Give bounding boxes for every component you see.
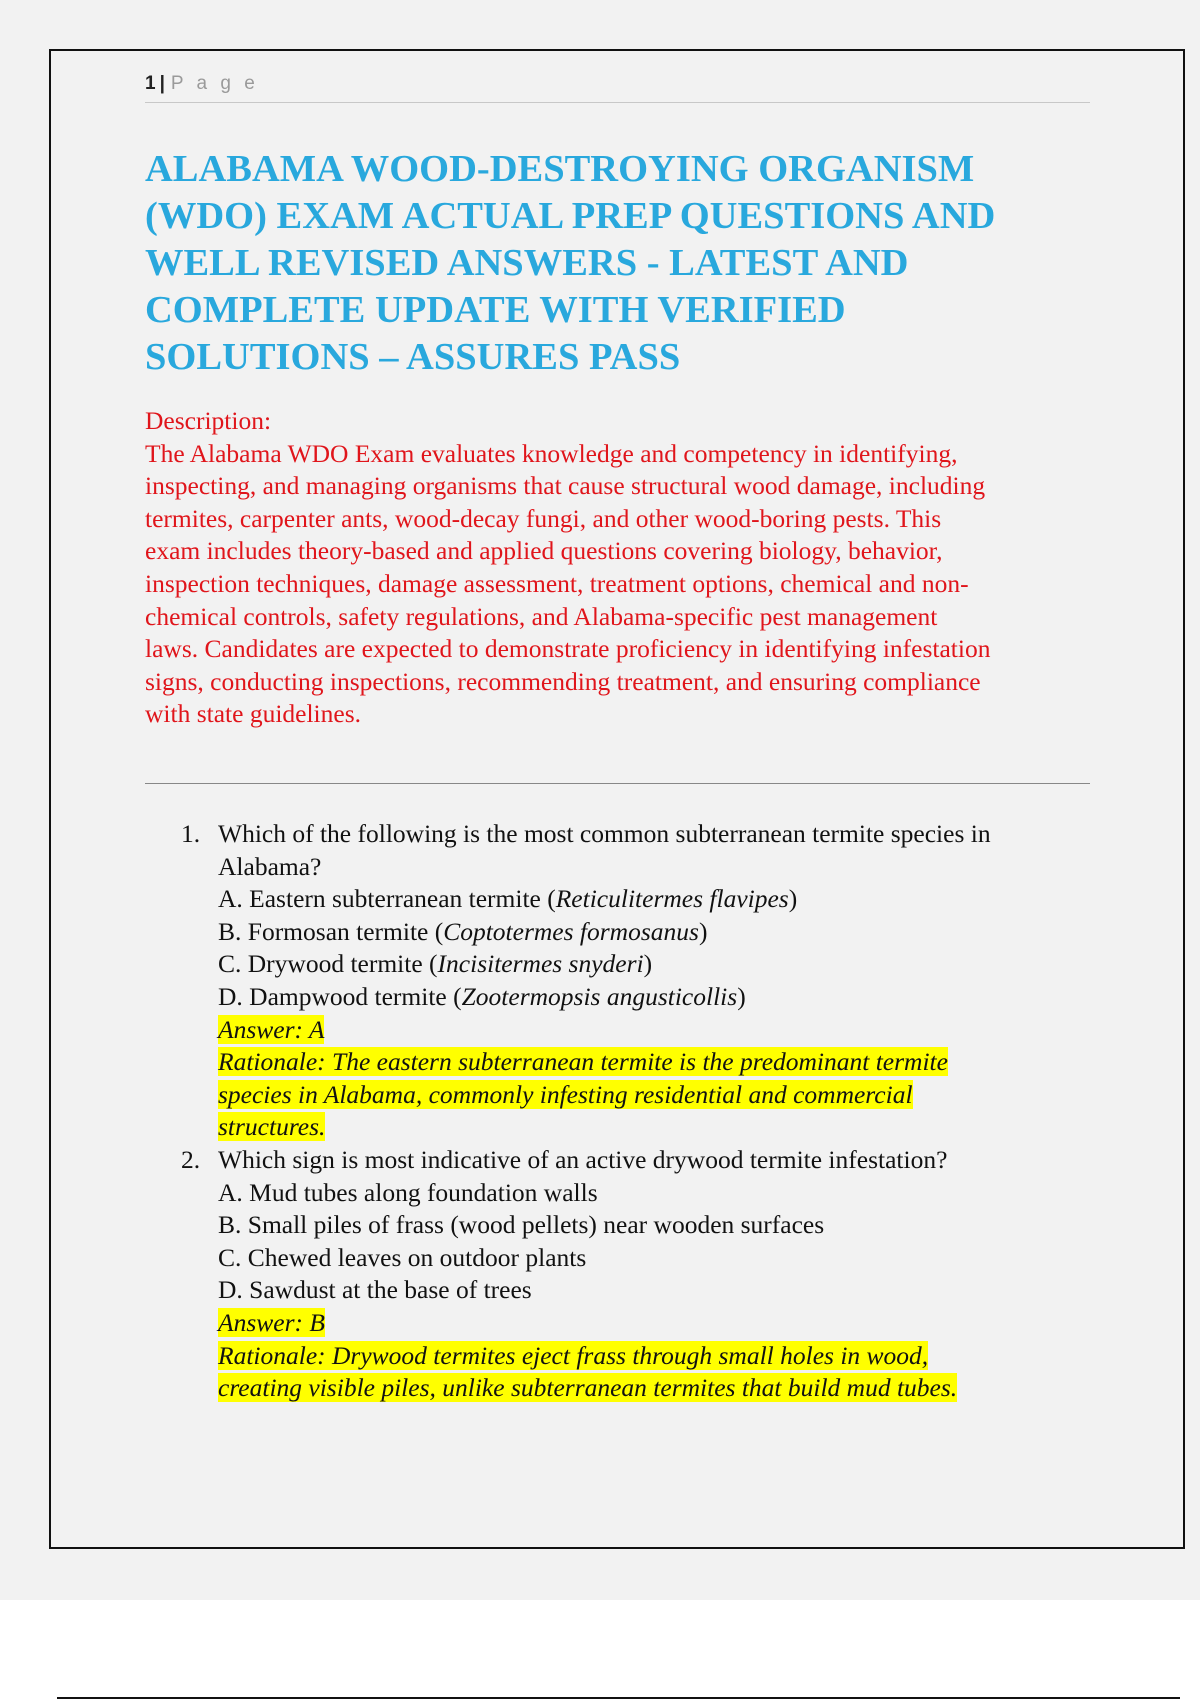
rationale-text: creating visible piles, unlike subterranean termites that build mud tubes. xyxy=(218,1373,958,1403)
option-c xyxy=(218,948,1095,981)
question-item xyxy=(145,1144,1095,1405)
species-name: Incisitermes snyderi xyxy=(437,949,644,979)
question-item xyxy=(145,818,1095,1144)
title-line: ALABAMA WOOD-DESTROYING ORGANISM xyxy=(145,148,975,190)
question-text: Alabama? xyxy=(218,851,322,881)
rationale-line xyxy=(218,1340,1095,1373)
answer-text: Answer: B xyxy=(218,1307,325,1337)
rationale-line xyxy=(218,1046,1095,1079)
option-text: A. Eastern subterranean termite ( xyxy=(218,884,556,914)
rationale-line xyxy=(218,1079,1095,1112)
description-line: inspecting, and managing organisms that cause structural wood damage, including xyxy=(145,471,986,501)
species-name: Coptotermes formosanus xyxy=(443,916,699,946)
question-text: Which sign is most indicative of an active drywood termite infestation? xyxy=(218,1144,948,1174)
rationale-line xyxy=(218,1111,1095,1144)
document-title xyxy=(145,146,1105,381)
option-suffix: ) xyxy=(788,884,798,914)
description-line: termites, carpenter ants, wood-decay fungi, and other wood-boring pests. This xyxy=(145,503,942,533)
option-suffix: ) xyxy=(698,916,708,946)
option-suffix: ) xyxy=(737,981,746,1011)
title-line: COMPLETE UPDATE WITH VERIFIED xyxy=(145,289,846,331)
option-suffix: ) xyxy=(643,949,653,979)
option-b: B. Small piles of frass (wood pellets) near wooden surfaces xyxy=(218,1210,825,1240)
answer-text: Answer: A xyxy=(218,1014,325,1044)
rationale-text: Rationale: The eastern subterranean termite is the predominant termite xyxy=(218,1047,948,1077)
option-c: C. Chewed leaves on outdoor plants xyxy=(218,1242,587,1272)
question-text: Which of the following is the most common subterranean termite species in xyxy=(218,819,991,848)
title-line: (WDO) EXAM ACTUAL PREP QUESTIONS AND xyxy=(145,195,996,237)
question-list xyxy=(145,818,1095,1405)
description-label: Description: xyxy=(145,406,272,435)
question-number: 2. xyxy=(181,1144,201,1174)
description-line: inspection techniques, damage assessment, treatment options, chemical and non- xyxy=(145,568,969,598)
description-line: signs, conducting inspections, recommending treatment, and ensuring compliance xyxy=(145,666,981,696)
page-number: 1 xyxy=(145,73,156,94)
option-b xyxy=(218,916,1095,949)
description-line: chemical controls, safety regulations, and Alabama-specific pest management xyxy=(145,601,938,631)
answer-line xyxy=(218,1307,1095,1340)
description-line: laws. Candidates are expected to demonstrate proficiency in identifying infestation xyxy=(145,634,991,664)
option-text: C. Drywood termite ( xyxy=(218,949,438,979)
option-d: D. Sawdust at the base of trees xyxy=(218,1275,532,1305)
answer-line xyxy=(218,1014,1095,1047)
option-a xyxy=(218,883,1095,916)
title-line: SOLUTIONS – ASSURES PASS xyxy=(145,336,681,378)
species-name: Reticulitermes flavipes xyxy=(555,884,789,914)
option-text: D. Dampwood termite ( xyxy=(218,981,462,1011)
option-text: B. Formosan termite ( xyxy=(218,916,444,946)
option-a: A. Mud tubes along foundation walls xyxy=(218,1177,598,1207)
section-divider xyxy=(145,783,1090,784)
description-line: exam includes theory-based and applied questions covering biology, behavior, xyxy=(145,536,943,566)
question-number: 1. xyxy=(181,819,201,848)
rationale-text: Rationale: Drywood termites eject frass through small holes in wood, xyxy=(218,1340,929,1370)
description-line: with state guidelines. xyxy=(145,699,362,729)
rationale-line xyxy=(218,1372,1095,1405)
option-d xyxy=(218,981,1095,1014)
species-name: Zootermopsis angusticollis xyxy=(461,981,738,1011)
page-header xyxy=(145,72,1090,103)
description-section xyxy=(145,405,1095,731)
title-line: WELL REVISED ANSWERS - LATEST AND xyxy=(145,242,909,284)
next-page-rule xyxy=(57,1697,1180,1699)
page-label: P a g e xyxy=(170,73,259,94)
rationale-text: structures. xyxy=(218,1112,326,1142)
description-line: The Alabama WDO Exam evaluates knowledge and competency in identifying, xyxy=(145,438,958,468)
page-header-separator: | xyxy=(159,73,165,94)
rationale-text: species in Alabama, commonly infesting residential and commercial xyxy=(218,1079,913,1109)
